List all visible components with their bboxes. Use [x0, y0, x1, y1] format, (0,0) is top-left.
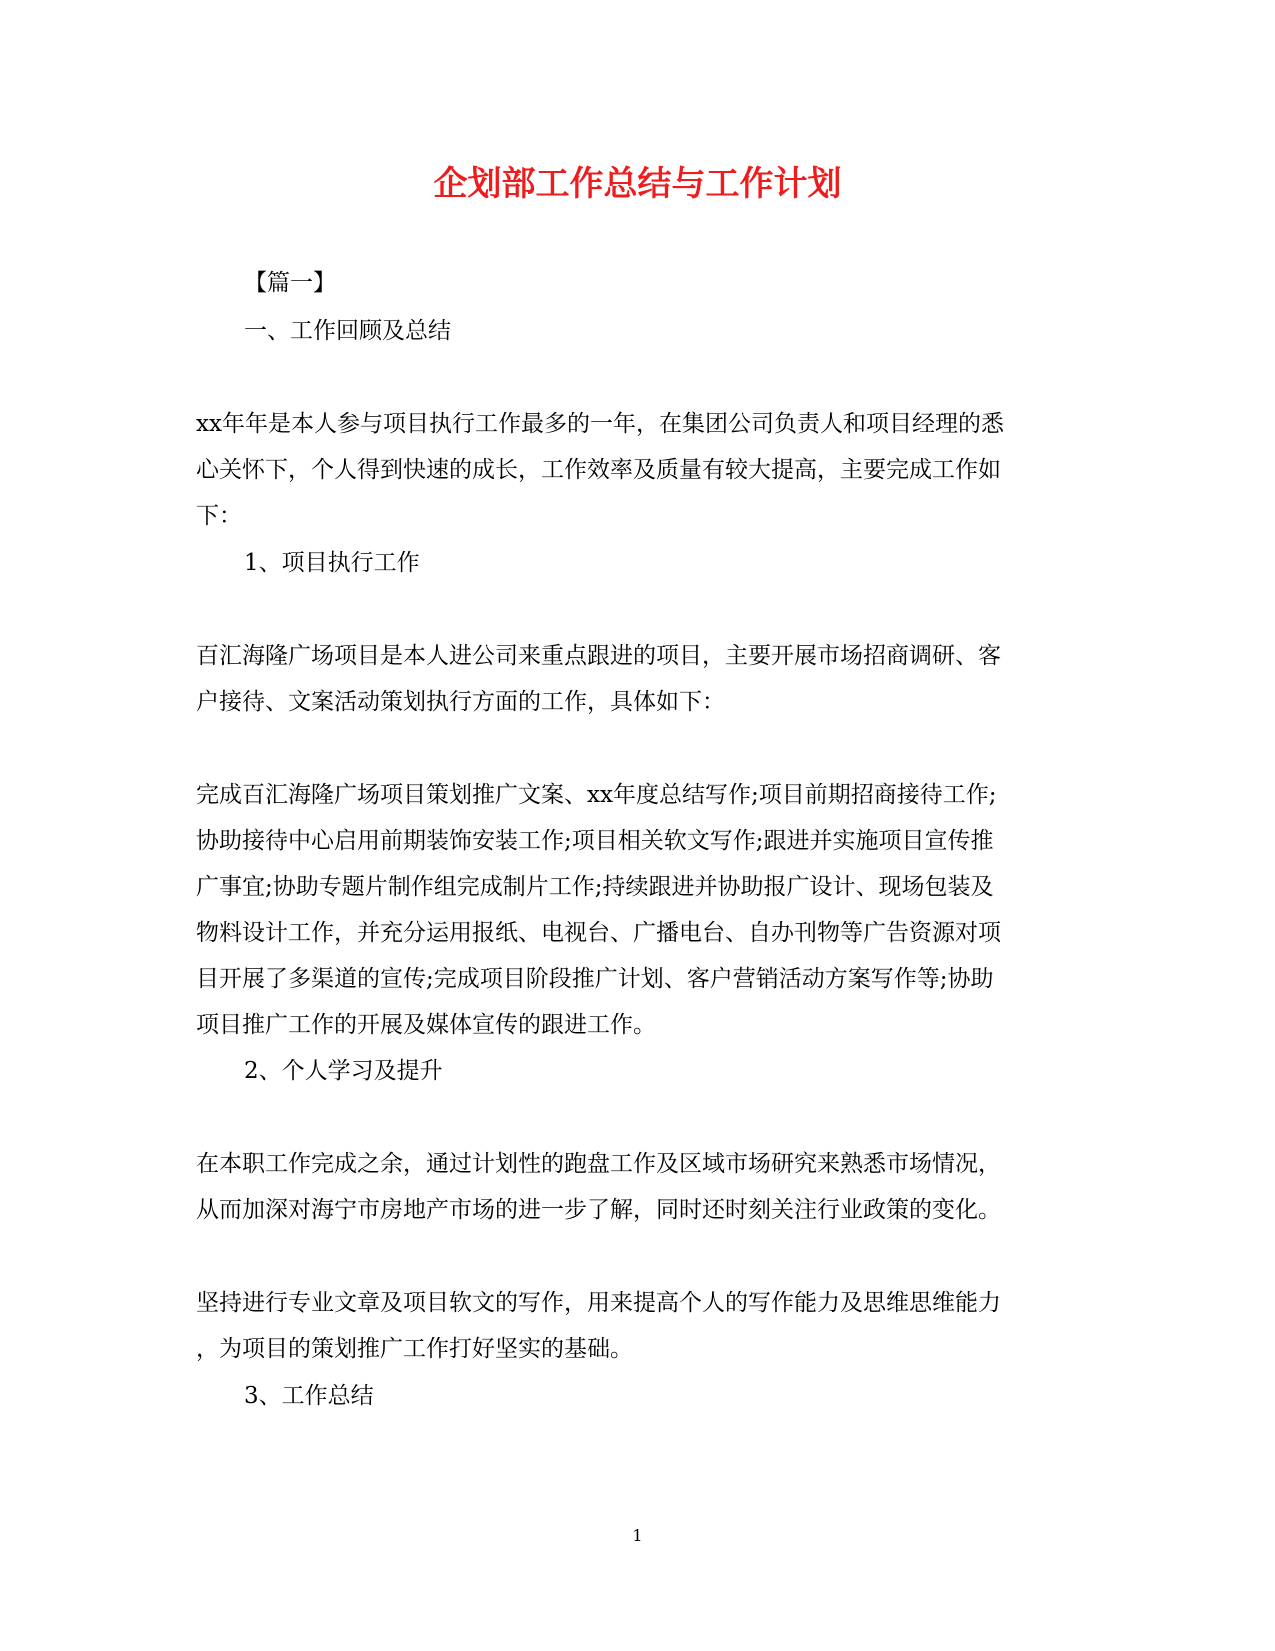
paragraph-line: 协助接待中心启用前期装饰安装工作;项目相关软文写作;跟进并实施项目宣传推 — [196, 828, 994, 854]
paragraph-line: 心关怀下，个人得到快速的成长，工作效率及质量有较大提高，主要完成工作如 — [196, 457, 1001, 483]
paragraph-line: 项目推广工作的开展及媒体宣传的跟进工作。 — [196, 1012, 656, 1038]
paragraph-line: 广事宜;协助专题片制作组完成制片工作;持续跟进并协助报广设计、现场包装及 — [196, 874, 994, 900]
paragraph-line: 户接待、文案活动策划执行方面的工作，具体如下： — [196, 689, 725, 715]
paragraph-line: 物料设计工作，并充分运用报纸、电视台、广播电台、自办刊物等广告资源对项 — [196, 920, 1001, 946]
subheading-work-summary: 3、工作总结 — [244, 1383, 374, 1409]
paragraph-line: xx年年是本人参与项目执行工作最多的一年，在集团公司负责人和项目经理的悉 — [196, 411, 1004, 437]
document-title: 企划部工作总结与工作计划 — [433, 164, 842, 204]
paragraph-line: 在本职工作完成之余，通过计划性的跑盘工作及区域市场研究来熟悉市场情况， — [196, 1151, 1001, 1177]
section-label: 【篇一】 — [244, 270, 336, 296]
paragraph-line: 下： — [196, 503, 242, 529]
paragraph-line: 百汇海隆广场项目是本人进公司来重点跟进的项目，主要开展市场招商调研、客 — [196, 643, 1001, 669]
paragraph-line: 从而加深对海宁市房地产市场的进一步了解，同时还时刻关注行业政策的变化。 — [196, 1197, 1001, 1223]
paragraph-line: ，为项目的策划推广工作打好坚实的基础。 — [196, 1336, 633, 1362]
heading-work-review: 一、工作回顾及总结 — [244, 318, 451, 344]
subheading-project-execution: 1、项目执行工作 — [244, 550, 420, 576]
paragraph-line: 目开展了多渠道的宣传;完成项目阶段推广计划、客户营销活动方案写作等;协助 — [196, 966, 994, 992]
paragraph-line: 坚持进行专业文章及项目软文的写作，用来提高个人的写作能力及思维思维能力 — [196, 1290, 1001, 1316]
paragraph-line: 完成百汇海隆广场项目策划推广文案、xx年度总结写作;项目前期招商接待工作; — [196, 782, 997, 808]
page-number: 1 — [632, 1526, 643, 1545]
subheading-personal-learning: 2、个人学习及提升 — [244, 1058, 443, 1084]
